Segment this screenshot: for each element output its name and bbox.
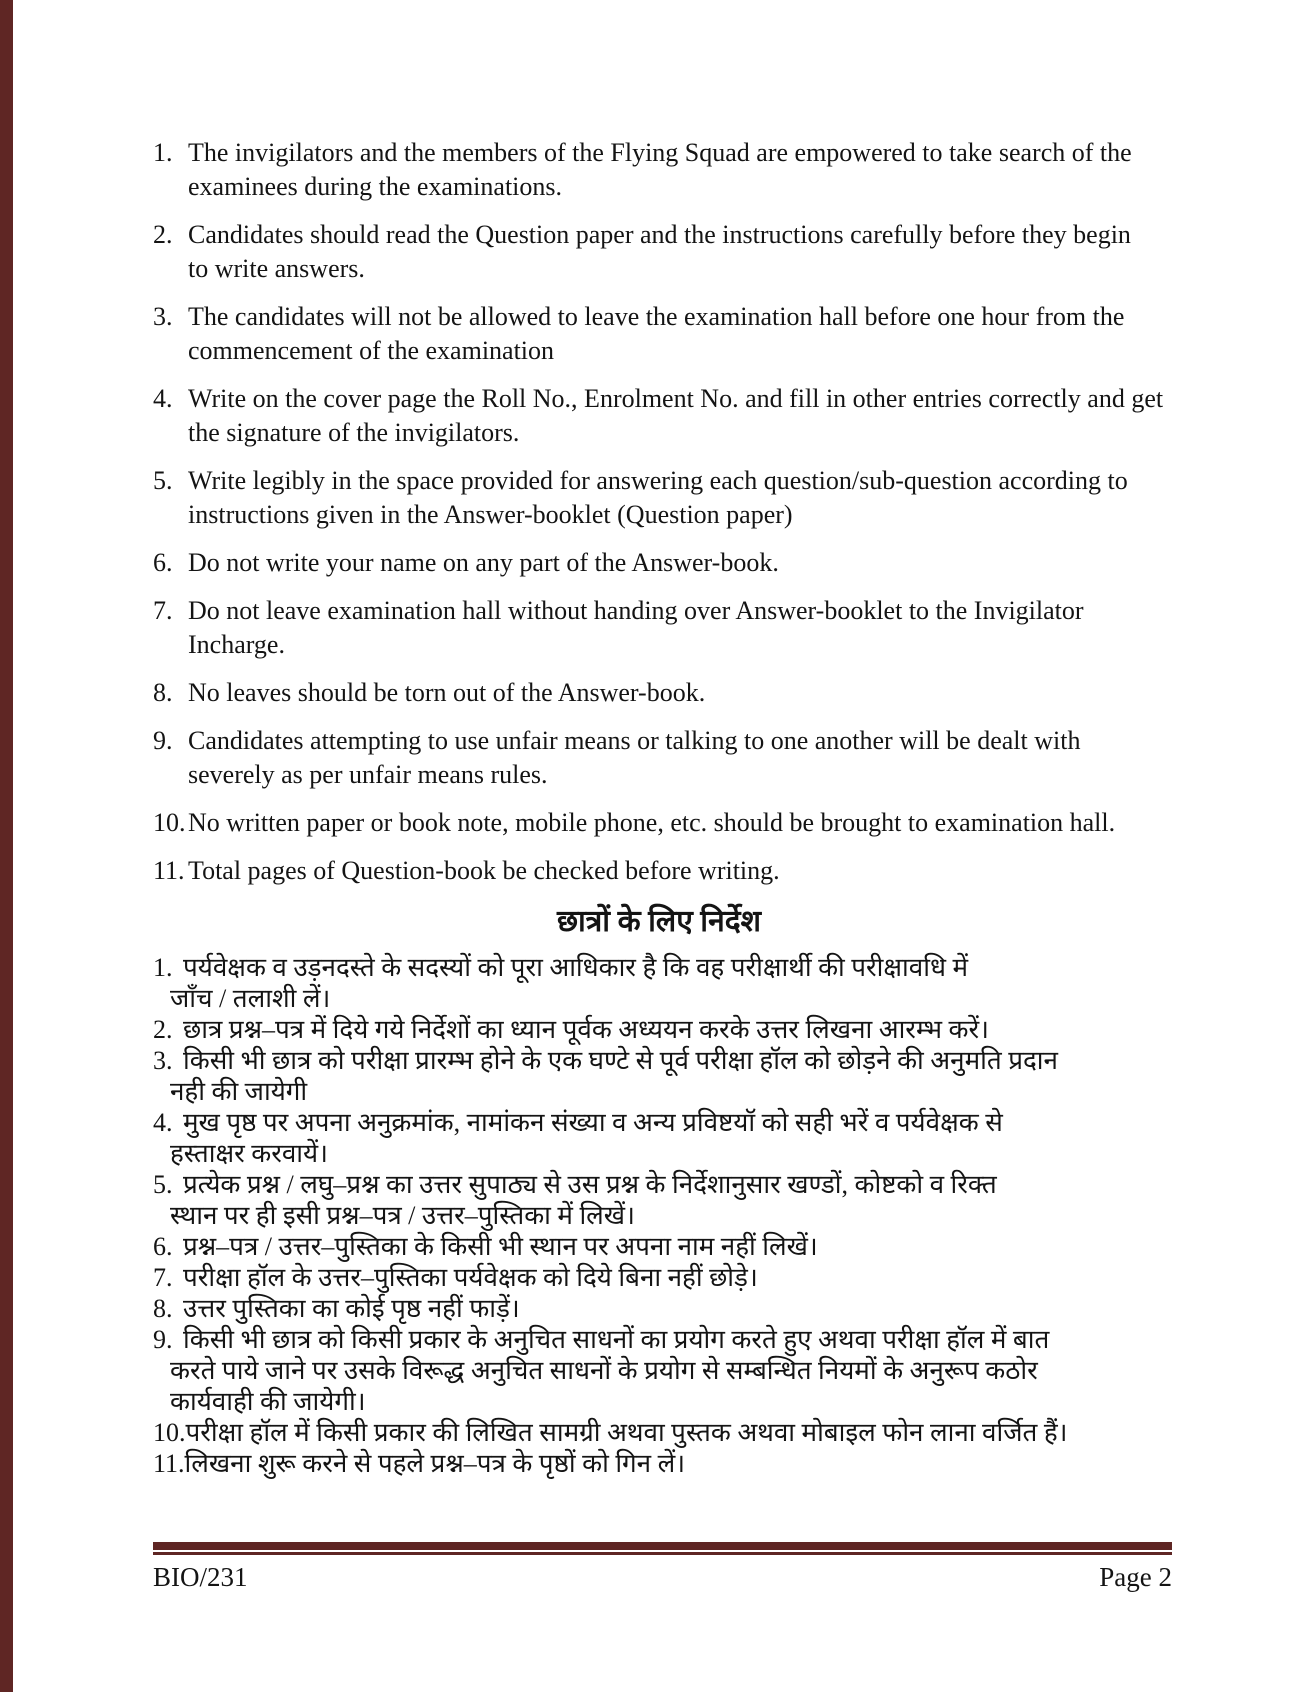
instruction-line: मुख पृष्ठ पर अपना अनुक्रमांक, नामांकन संख्या व अन्य प्रविष्टयॉ को सही भरें व पर्यवेक्षक से — [183, 1108, 1003, 1137]
instruction-item — [153, 1169, 1253, 1231]
instruction-line: No leaves should be torn out of the Answer-book. — [188, 678, 706, 707]
instruction-line: उत्तर पुस्तिका का कोई पृष्ठ नहीं फाड़ें। — [183, 1294, 520, 1323]
instruction-line: Candidates should read the Question paper and the instructions carefully before they begin — [188, 220, 1131, 249]
item-number: 8. — [153, 1294, 173, 1323]
instruction-line: प्रश्न–पत्र / उत्तर–पुस्तिका के किसी भी स्थान पर अपना नाम नहीं लिखें। — [183, 1232, 818, 1261]
instruction-line: The candidates will not be allowed to leave the examination hall before one hour from the — [188, 302, 1125, 331]
instruction-line: Total pages of Question-book be checked before writing. — [188, 856, 780, 885]
instruction-line: कार्यवाही की जायेगी। — [170, 1387, 366, 1416]
instruction-item — [153, 382, 1253, 450]
item-number: 5. — [153, 466, 173, 495]
instruction-item — [153, 136, 1253, 204]
instruction-item — [153, 1417, 1253, 1448]
instruction-line: किसी भी छात्र को किसी प्रकार के अनुचित साधनों का प्रयोग करते हुए अथवा परीक्षा हॉल में बात — [183, 1325, 1050, 1354]
page-footer — [153, 1560, 1172, 1594]
instruction-line: commencement of the examination — [188, 336, 555, 365]
instruction-line: to write answers. — [188, 254, 365, 283]
hindi-section-title: छात्रों के लिए निर्देश — [556, 905, 762, 938]
left-edge-bar — [0, 0, 13, 1692]
item-number: 5. — [153, 1170, 173, 1199]
footer-page-number: Page 2 — [1099, 1562, 1172, 1592]
instruction-item — [153, 546, 1253, 580]
instruction-item — [153, 1231, 1253, 1262]
instruction-item — [153, 952, 1253, 1014]
instruction-item — [153, 1014, 1253, 1045]
instruction-line: जाँच / तलाशी लें। — [170, 984, 331, 1013]
instruction-line: Write on the cover page the Roll No., Enrolment No. and fill in other entries correctly and get — [188, 384, 1164, 413]
instruction-line: परीक्षा हॉल में किसी प्रकार की लिखित सामग्री अथवा पुस्तक अथवा मोबाइल फोन लाना वर्जित हैं। — [185, 1418, 1068, 1447]
instruction-line: परीक्षा हॉल के उत्तर–पुस्तिका पर्यवेक्षक को दिये बिना नहीं छोड़े। — [183, 1263, 758, 1292]
item-number: 11. — [153, 1449, 185, 1478]
instruction-item — [153, 218, 1253, 286]
item-number: 9. — [153, 726, 173, 755]
instruction-item — [153, 1045, 1253, 1107]
instruction-line: Do not write your name on any part of the Answer-book. — [188, 548, 779, 577]
instruction-line: पर्यवेक्षक व उड़नदस्ते के सदस्यों को पूरा आधिकार है कि वह परीक्षार्थी की परीक्षावधि में — [183, 953, 969, 982]
footer-course-code: BIO/231 — [153, 1562, 248, 1592]
instruction-line: हस्ताक्षर करवायें। — [170, 1139, 328, 1168]
instruction-item — [153, 1107, 1253, 1169]
item-number: 4. — [153, 1108, 173, 1137]
item-number: 4. — [153, 384, 173, 413]
item-number: 7. — [153, 1263, 173, 1292]
instruction-item — [153, 676, 1253, 710]
instruction-line: Write legibly in the space provided for answering each question/sub-question according to — [188, 466, 1128, 495]
page-content — [153, 136, 1253, 1479]
instruction-item — [153, 300, 1253, 368]
item-number: 9. — [153, 1325, 173, 1354]
instruction-line: the signature of the invigilators. — [188, 418, 520, 447]
item-number: 6. — [153, 548, 173, 577]
item-number: 2. — [153, 1015, 173, 1044]
item-number: 3. — [153, 1046, 173, 1075]
instruction-item — [153, 594, 1253, 662]
footer-rule — [153, 1542, 1172, 1555]
instruction-line: Candidates attempting to use unfair means or talking to one another will be dealt with — [188, 726, 1081, 755]
instruction-item — [153, 1448, 1253, 1479]
footer-rule-thin-line — [153, 1552, 1172, 1555]
instruction-line: नही की जायेगी — [170, 1077, 308, 1106]
item-number: 10. — [153, 808, 186, 837]
instruction-item — [153, 1324, 1253, 1417]
instruction-line: किसी भी छात्र को परीक्षा प्रारम्भ होने के एक घण्टे से पूर्व परीक्षा हॉल को छोड़ने की अनुमति प्रदान — [183, 1046, 1058, 1075]
item-number: 1. — [153, 138, 173, 167]
instruction-line: Incharge. — [188, 630, 285, 659]
hindi-instructions — [153, 952, 1253, 1479]
item-number: 7. — [153, 596, 173, 625]
footer-rule-thick-line — [153, 1542, 1172, 1550]
instruction-item — [153, 464, 1253, 532]
instruction-line: No written paper or book note, mobile phone, etc. should be brought to examination hall. — [188, 808, 1116, 837]
instruction-line: छात्र प्रश्न–पत्र में दिये गये निर्देशों का ध्यान पूर्वक अध्ययन करके उत्तर लिखना आरम्भ करें। — [183, 1015, 989, 1044]
english-instructions — [153, 136, 1253, 888]
instruction-line: instructions given in the Answer-booklet (Question paper) — [188, 500, 793, 529]
instruction-item — [153, 724, 1253, 792]
item-number: 11. — [153, 856, 185, 885]
instruction-line: लिखना शुरू करने से पहले प्रश्न–पत्र के पृष्ठों को गिन लें। — [184, 1449, 686, 1478]
item-number: 3. — [153, 302, 173, 331]
instruction-item — [153, 854, 1253, 888]
instruction-line: examinees during the examinations. — [188, 172, 563, 201]
instruction-line: Do not leave examination hall without handing over Answer-booklet to the Invigilator — [188, 596, 1084, 625]
instruction-line: प्रत्येक प्रश्न / लघु–प्रश्न का उत्तर सुपाठ्य से उस प्रश्न के निर्देशानुसार खण्डों, कोष्टको व रिक्त — [183, 1170, 997, 1199]
instruction-line: स्थान पर ही इसी प्रश्न–पत्र / उत्तर–पुस्तिका में लिखें। — [170, 1201, 635, 1230]
instruction-line: severely as per unfair means rules. — [188, 760, 548, 789]
item-number: 10. — [153, 1418, 186, 1447]
instruction-line: करते पाये जाने पर उसके विरूद्ध अनुचित साधनों के प्रयोग से सम्बन्धित नियमों के अनुरूप कठोर — [170, 1356, 1038, 1385]
item-number: 8. — [153, 678, 173, 707]
instruction-item — [153, 1293, 1253, 1324]
instruction-line: The invigilators and the members of the Flying Squad are empowered to take search of the — [188, 138, 1132, 167]
item-number: 6. — [153, 1232, 173, 1261]
item-number: 2. — [153, 220, 173, 249]
item-number: 1. — [153, 953, 173, 982]
instruction-item — [153, 1262, 1253, 1293]
instruction-item — [153, 806, 1253, 840]
